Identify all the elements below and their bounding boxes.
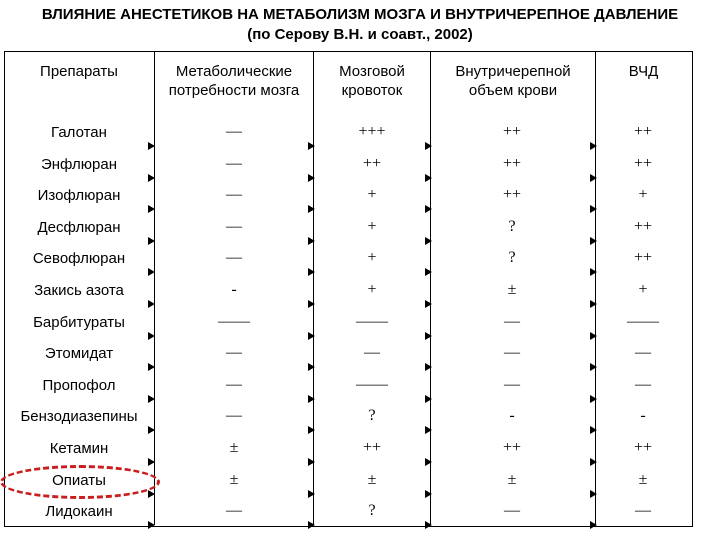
table-cell: — <box>226 123 242 140</box>
drug-label: Кетамин <box>49 440 109 457</box>
table-cell: + <box>367 281 377 298</box>
header-intracranial-blood-volume: Внутричерепной объем крови <box>455 63 571 99</box>
row-arrow-icon <box>308 490 315 498</box>
row-arrow-icon <box>148 521 155 529</box>
row-arrow-icon <box>590 268 597 276</box>
row-arrow-icon <box>590 458 597 466</box>
row-arrow-icon <box>425 174 432 182</box>
row-arrow-icon <box>590 395 597 403</box>
row-arrow-icon <box>425 268 432 276</box>
table-cell: — <box>226 407 242 425</box>
table-cell: ++ <box>362 154 382 172</box>
drug-label: Опиаты <box>52 471 106 489</box>
table-cell: - <box>509 407 515 425</box>
table-cell: — <box>226 186 242 204</box>
row-arrow-icon <box>590 490 597 498</box>
table-cell: — <box>226 375 242 393</box>
row-arrow-icon <box>148 205 155 213</box>
table-cell: ± <box>638 470 648 488</box>
row-arrow-icon <box>425 300 432 308</box>
row-arrow-icon <box>425 490 432 498</box>
row-arrow-icon <box>590 332 597 340</box>
table-cell: —— <box>356 375 388 393</box>
row-arrow-icon <box>425 395 432 403</box>
table-cell: ++ <box>502 439 522 456</box>
table-cell: + <box>367 249 377 267</box>
row-arrow-icon <box>148 237 155 245</box>
drug-label: Десфлюран <box>37 218 121 236</box>
table-cell: ± <box>507 281 517 298</box>
table-cell: — <box>226 249 242 267</box>
drug-label: Бензодиазепины <box>20 408 138 426</box>
row-arrow-icon <box>425 142 432 150</box>
drug-label: Севофлюран <box>32 250 126 268</box>
column-divider <box>313 51 314 525</box>
row-arrow-icon <box>590 300 597 308</box>
table-cell: — <box>635 375 651 393</box>
row-arrow-icon <box>308 174 315 182</box>
table-cell: — <box>635 502 651 520</box>
row-arrow-icon <box>425 426 432 434</box>
table-cell: —— <box>356 312 388 330</box>
table-cell: — <box>364 344 380 362</box>
table-cell: ? <box>368 502 376 520</box>
row-arrow-icon <box>308 426 315 434</box>
row-arrow-icon <box>425 521 432 529</box>
header-drugs: Препараты <box>40 63 118 80</box>
row-arrow-icon <box>590 363 597 371</box>
header-cerebral-blood-flow: Мозговой кровоток <box>339 63 405 99</box>
row-arrow-icon <box>308 458 315 466</box>
table-cell: ++ <box>633 154 653 172</box>
table-cell: ++ <box>633 249 653 267</box>
drug-label: Галотан <box>51 124 107 141</box>
table-cell: ± <box>367 470 377 488</box>
table-cell: — <box>226 217 242 235</box>
row-arrow-icon <box>308 300 315 308</box>
row-arrow-icon <box>148 458 155 466</box>
row-arrow-icon <box>308 395 315 403</box>
drug-label: Этомидат <box>44 345 114 363</box>
row-arrow-icon <box>148 490 155 498</box>
table-cell: ? <box>508 249 516 267</box>
drug-label: Энфлюран <box>40 155 118 173</box>
drug-label: Закись азота <box>34 282 124 299</box>
row-arrow-icon <box>308 521 315 529</box>
column-divider <box>430 51 431 525</box>
row-arrow-icon <box>425 205 432 213</box>
row-arrow-icon <box>148 395 155 403</box>
row-arrow-icon <box>148 363 155 371</box>
table-cell: — <box>226 502 242 520</box>
row-arrow-icon <box>308 205 315 213</box>
table-cell: — <box>504 312 520 330</box>
row-arrow-icon <box>590 205 597 213</box>
header-icp: ВЧД <box>628 63 659 80</box>
table-cell: ++ <box>633 217 653 235</box>
table-cell: — <box>504 502 520 520</box>
table-cell: - <box>640 407 646 425</box>
table-cell: — <box>504 375 520 393</box>
row-arrow-icon <box>308 363 315 371</box>
row-arrow-icon <box>590 426 597 434</box>
row-arrow-icon <box>590 521 597 529</box>
table-cell: +++ <box>358 123 386 140</box>
table-cell: ++ <box>633 123 653 140</box>
table-cell: — <box>635 344 651 362</box>
row-arrow-icon <box>425 332 432 340</box>
page-subtitle: (по Серову В.Н. и соавт., 2002) <box>247 26 473 43</box>
page-title: ВЛИЯНИЕ АНЕСТЕТИКОВ НА МЕТАБОЛИЗМ МОЗГА И ВНУТРИЧЕРЕПНОЕ ДАВЛЕНИЕ <box>41 6 679 23</box>
table-cell: — <box>226 154 242 172</box>
table-cell: ++ <box>633 439 653 456</box>
drug-label: Лидокаин <box>45 503 113 521</box>
table-cell: ++ <box>502 154 522 172</box>
table-cell: —— <box>627 312 659 330</box>
highlight-oval <box>0 465 160 499</box>
row-arrow-icon <box>590 142 597 150</box>
row-arrow-icon <box>425 363 432 371</box>
table-cell: — <box>226 344 242 362</box>
table-cell: - <box>231 281 237 298</box>
row-arrow-icon <box>425 237 432 245</box>
row-arrow-icon <box>148 174 155 182</box>
table-cell: — <box>504 344 520 362</box>
table-cell: ± <box>229 470 239 488</box>
column-divider <box>154 51 155 525</box>
row-arrow-icon <box>148 426 155 434</box>
table-cell: + <box>638 186 648 204</box>
row-arrow-icon <box>308 268 315 276</box>
table-cell: ? <box>508 217 516 235</box>
row-arrow-icon <box>148 142 155 150</box>
row-arrow-icon <box>308 332 315 340</box>
table-cell: ++ <box>502 186 522 204</box>
row-arrow-icon <box>590 237 597 245</box>
table-cell: ? <box>368 407 376 425</box>
row-arrow-icon <box>308 237 315 245</box>
header-metabolic-needs: Метаболические потребности мозга <box>168 63 300 99</box>
drug-label: Барбитураты <box>33 313 125 331</box>
table-cell: + <box>638 281 648 298</box>
table-cell: ++ <box>502 123 522 140</box>
row-arrow-icon <box>590 174 597 182</box>
row-arrow-icon <box>308 142 315 150</box>
table-cell: —— <box>218 312 250 330</box>
table-cell: ± <box>229 439 239 456</box>
row-arrow-icon <box>425 458 432 466</box>
row-arrow-icon <box>148 300 155 308</box>
table-cell: ++ <box>362 439 382 456</box>
table-cell: ± <box>507 470 517 488</box>
row-arrow-icon <box>148 268 155 276</box>
row-arrow-icon <box>148 332 155 340</box>
drug-label: Пропофол <box>42 376 116 394</box>
table-cell: + <box>367 186 377 204</box>
table-cell: + <box>367 217 377 235</box>
drug-label: Изофлюран <box>37 187 121 205</box>
